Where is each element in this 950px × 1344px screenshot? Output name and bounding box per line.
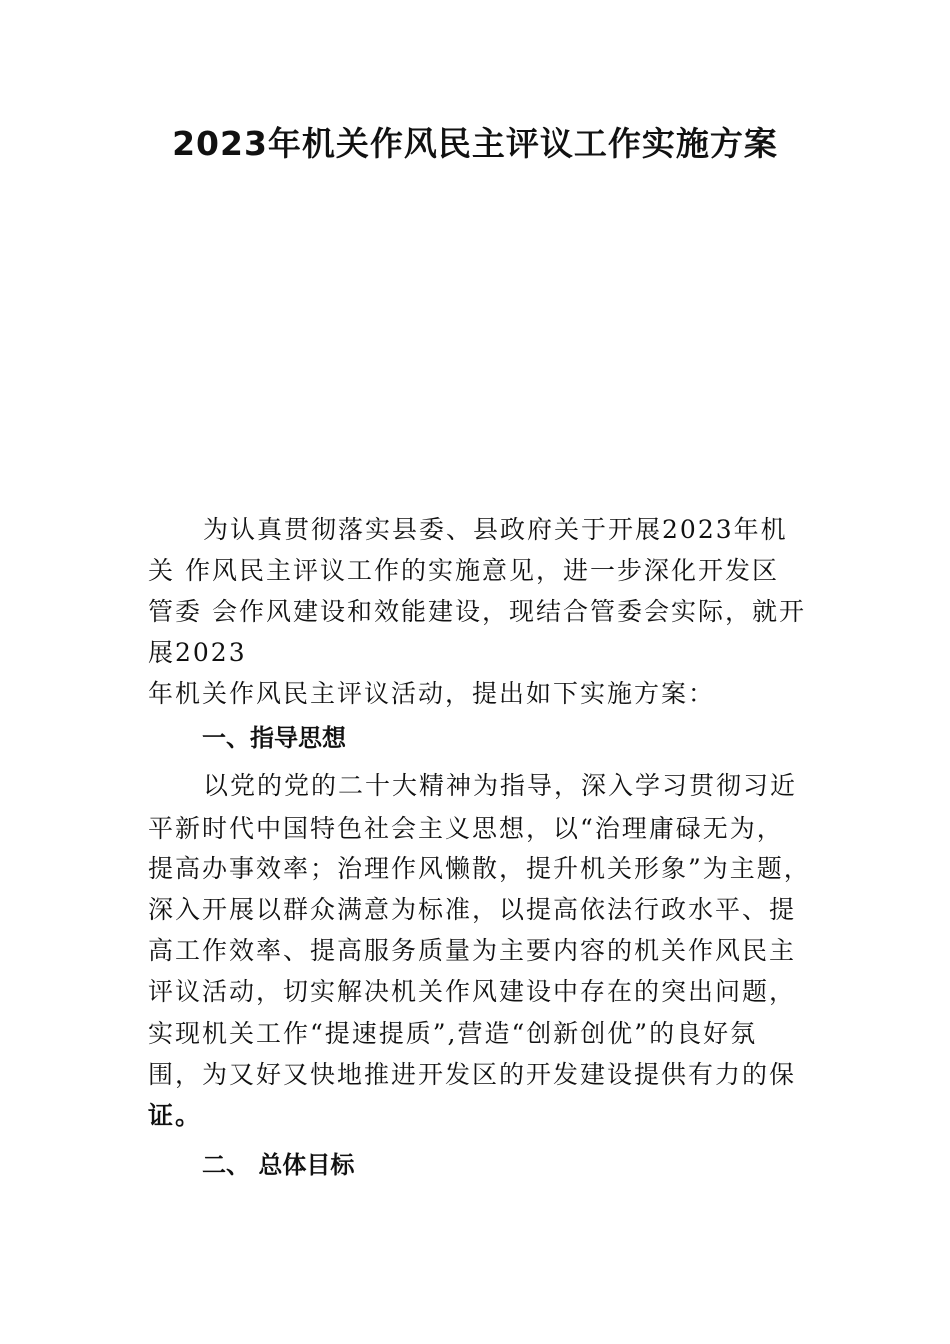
intro-line: 关 作风民主评议工作的实施意见，进一步深化开发区	[148, 556, 779, 585]
section1-line: 提高办事效率；治理作风懒散，提升机关形象”为主题，	[148, 854, 811, 883]
intro-line: 年机关作风民主评议活动，提出如下实施方案：	[148, 679, 716, 708]
intro-line: 为认真贯彻落实县委、县政府关于开展2023年机	[203, 515, 788, 544]
intro-line: 管委 会作风建设和效能建设，现结合管委会实际，就开	[148, 597, 806, 626]
section1-line: 深入开展以群众满意为标准，以提高依法行政水平、提	[148, 895, 797, 924]
section1-line: 高工作效率、提高服务质量为主要内容的机关作风民主	[148, 936, 797, 965]
section-heading-1: 一、指导思想	[202, 724, 346, 752]
document-title: 2023年机关作风民主评议工作实施方案	[172, 124, 778, 163]
section1-line: 实现机关工作“提速提质”,营造“创新创优”的良好氛	[148, 1019, 758, 1048]
section1-line: 证。	[148, 1101, 203, 1130]
section-heading-2: 二、 总体目标	[202, 1151, 355, 1179]
section1-line: 评议活动，切实解决机关作风建设中存在的突出问题，	[148, 977, 797, 1006]
intro-line: 展2023	[148, 638, 247, 667]
section1-line: 平新时代中国特色社会主义思想，以“治理庸碌无为，	[148, 814, 784, 843]
section1-line: 以党的党的二十大精神为指导，深入学习贯彻习近	[203, 771, 798, 800]
section1-line: 围，为又好又快地推进开发区的开发建设提供有力的保	[148, 1060, 797, 1089]
